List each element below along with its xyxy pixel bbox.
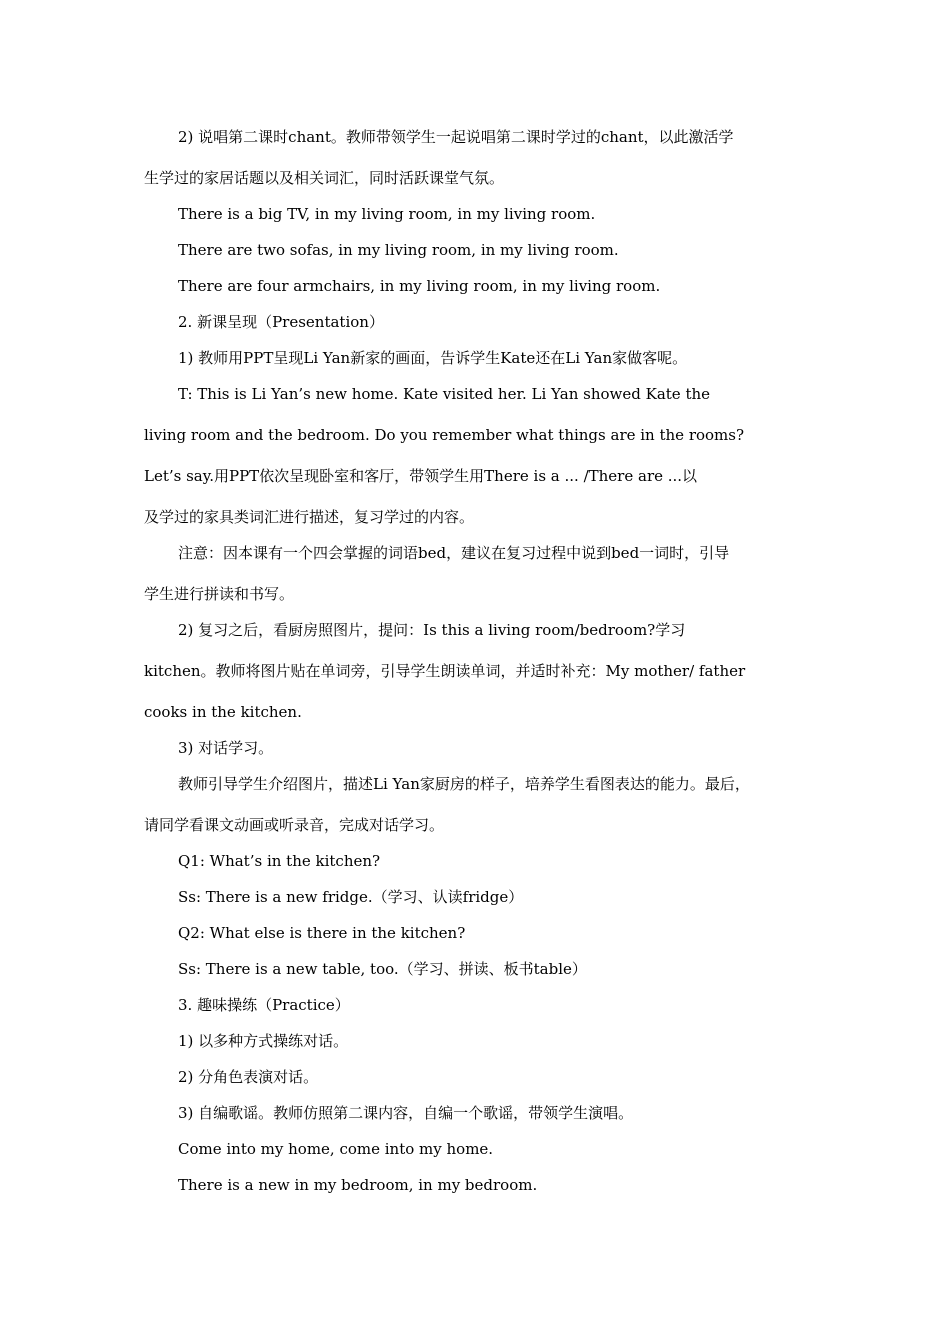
dialogue-line: Q1: What’s in the kitchen? [178,852,381,870]
paragraph-line: kitchen。教师将图片贴在单词旁，引导学生朗读单词，并适时补充：My mother/ father [144,662,746,680]
paragraph-line: 教师引导学生介绍图片，描述Li Yan家厨房的样子，培养学生看图表达的能力。最后， [178,775,750,793]
dialogue-line: Ss: There is a new fridge.（学习、认读fridge） [178,888,524,906]
chant-line: There are four armchairs, in my living room, in my living room. [178,277,661,295]
note-line: 注意：因本课有一个四会掌握的词语bed，建议在复习过程中说到bed一词时，引导 [178,544,730,562]
dialogue-line: living room and the bedroom. Do you remember what things are in the rooms? [144,426,745,444]
dialogue-line: T: This is Li Yan’s new home. Kate visited her. Li Yan showed Kate the [178,385,711,403]
paragraph-line: cooks in the kitchen. [144,703,302,721]
chant-line: There are two sofas, in my living room, in my living room. [178,241,619,259]
dialogue-line: Ss: There is a new table, too.（学习、拼读、板书table） [178,960,587,978]
chant-line: Come into my home, come into my home. [178,1140,494,1158]
dialogue-line: Let’s say.用PPT依次呈现卧室和客厅，带领学生用There is a ... /There are ...以 [144,467,698,485]
section-heading: 2. 新课呈现（Presentation） [178,313,384,331]
section-heading: 3. 趣味操练（Practice） [178,996,350,1014]
paragraph-line: 1) 以多种方式操练对话。 [178,1032,349,1050]
paragraph-line: 1) 教师用PPT呈现Li Yan新家的画面，告诉学生Kate还在Li Yan家做客呢。 [178,349,688,367]
chant-line: There is a big TV, in my living room, in my living room. [178,205,596,223]
dialogue-line: Q2: What else is there in the kitchen? [178,924,466,942]
paragraph-line: 3) 对话学习。 [178,739,274,757]
paragraph-line: 请同学看课文动画或听录音，完成对话学习。 [144,816,445,834]
paragraph-line: 及学过的家具类词汇进行描述，复习学过的内容。 [144,508,475,526]
paragraph-line: 2) 分角色表演对话。 [178,1068,319,1086]
paragraph-line: 2) 复习之后，看厨房照图片，提问：Is this a living room/bedroom?学习 [178,621,686,639]
chant-line: There is a new in my bedroom, in my bedroom. [178,1176,538,1194]
paragraph-line: 生学过的家居话题以及相关词汇，同时活跃课堂气氛。 [144,169,505,187]
note-line: 学生进行拼读和书写。 [144,585,295,603]
paragraph-line: 2) 说唱第二课时chant。教师带领学生一起说唱第二课时学过的chant，以此激活学 [178,128,734,146]
paragraph-line: 3) 自编歌谣。教师仿照第二课内容，自编一个歌谣，带领学生演唱。 [178,1104,634,1122]
